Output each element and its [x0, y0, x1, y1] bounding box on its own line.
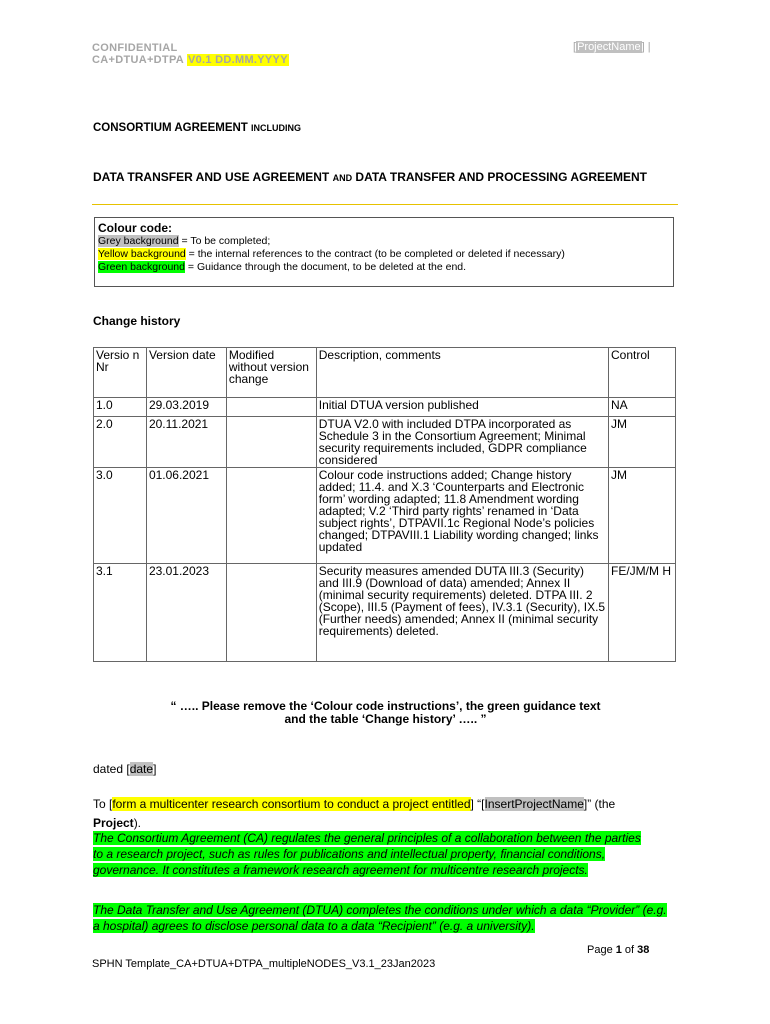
control-cell: JM: [609, 417, 676, 468]
column-header: Versio n Nr: [94, 348, 147, 398]
version-placeholder[interactable]: V0.1 DD.MM.YYYY: [187, 54, 288, 66]
guidance-ca: The Consortium Agreement (CA) regulates the general principles of a collaboration between the parties to a research project, such as rules for publications and intellectual property, financial conditions, governance. It constitutes a framework research agreement for multicentre research projects.: [93, 831, 641, 877]
table-row: [94, 468, 676, 564]
table-row: [94, 417, 676, 468]
version-cell: 2.0: [94, 417, 147, 468]
column-header: Control: [609, 348, 676, 398]
column-header: Modified without version change: [226, 348, 316, 398]
table-row: [94, 564, 676, 662]
colour-code-box: [94, 217, 674, 287]
colour-code-green: Green background = Guidance through the document, to be deleted at the end.: [98, 261, 467, 273]
purpose-placeholder[interactable]: form a multicenter research consortium to conduct a project entitled: [112, 797, 471, 811]
modified-cell: [226, 417, 316, 468]
control-cell: NA: [609, 398, 676, 417]
modified-cell: [226, 468, 316, 564]
project-defined-term: Project).: [93, 816, 142, 830]
removal-notice: “ ….. Please remove the ‘Colour code instructions’, the green guidance text and the table ‘Change history’ ….. ”: [170, 699, 601, 726]
description-cell: Colour code instructions added; Change history added; 11.4. and X.3 ‘Counterparts and Electronic form’ wording adapted; 11.8 Amendment wording adapted; V.2 ‘Third party rights’ renamed in ‘Data subject rights’, DTPAVII.1c Regional Node’s policies changed; DTPAVIII.1 Liability wording changed; links updated: [316, 468, 608, 564]
date-cell: 23.01.2023: [146, 564, 226, 662]
control-cell: JM: [609, 468, 676, 564]
version-cell: 3.1: [94, 564, 147, 662]
change-history-heading: Change history: [93, 314, 181, 328]
footer-filename: SPHN Template_CA+DTUA+DTPA_multipleNODES_V3.1_23Jan2023: [92, 958, 436, 970]
column-header: Description, comments: [316, 348, 608, 398]
column-header: Version date: [146, 348, 226, 398]
date-cell: 29.03.2019: [146, 398, 226, 417]
version-cell: 3.0: [94, 468, 147, 564]
colour-code-yellow: Yellow background = the internal references to the contract (to be completed or deleted if necessary): [98, 248, 565, 260]
date-cell: 01.06.2021: [146, 468, 226, 564]
colour-code-title: Colour code:: [98, 221, 172, 235]
table-header-row: [94, 348, 676, 398]
page-number: Page 1 of 38: [587, 944, 650, 956]
modified-cell: [226, 398, 316, 417]
project-name-placeholder[interactable]: ProjectName: [577, 41, 641, 53]
guidance-dtua: The Data Transfer and Use Agreement (DTUA) completes the conditions under which a data “Provider” (e.g. a hospital) agrees to disclose personal data to a data “Recipient” (e.g. a university).: [93, 903, 667, 933]
version-cell: 1.0: [94, 398, 147, 417]
title-divider: [92, 204, 678, 205]
description-cell: Initial DTUA version published: [316, 398, 608, 417]
date-placeholder[interactable]: date: [129, 762, 154, 776]
doc-id: CA+DTUA+DTPA: [92, 54, 184, 66]
description-cell: DTUA V2.0 with included DTPA incorporated as Schedule 3 in the Consortium Agreement; Minimal security requirements included, GDPR compliance considered: [316, 417, 608, 468]
colour-code-grey: Grey background = To be completed;: [98, 235, 271, 247]
dated-line: dated [date]: [93, 762, 157, 776]
project-name-field[interactable]: InsertProjectName: [484, 797, 584, 811]
running-header: [92, 42, 289, 66]
modified-cell: [226, 564, 316, 662]
control-cell: FE/JM/M H: [609, 564, 676, 662]
document-title: CONSORTIUM AGREEMENT INCLUDING: [93, 122, 302, 134]
table-row: [94, 398, 676, 417]
confidential-label: CONFIDENTIAL: [92, 42, 178, 54]
doc-id-line: [92, 54, 289, 66]
date-cell: 20.11.2021: [146, 417, 226, 468]
project-name-header: [ProjectName] |: [573, 41, 651, 53]
change-history-table: [93, 347, 676, 662]
purpose-paragraph: To [form a multicenter research consortium to conduct a project entitled] “[InsertProjectName]” (the: [93, 797, 616, 811]
document-subtitle: DATA TRANSFER AND USE AGREEMENT AND DATA TRANSFER AND PROCESSING AGREEMENT: [93, 170, 647, 184]
description-cell: Security measures amended DUTA III.3 (Security) and III.9 (Download of data) amended; Annex II (minimal security requirements) deleted. DTPA III. 2 (Scope), III.5 (Payment of fees), IV.3.1 (Security), IX.5 (Further needs) amended; Annex II (minimal security requirements) deleted.: [316, 564, 608, 662]
